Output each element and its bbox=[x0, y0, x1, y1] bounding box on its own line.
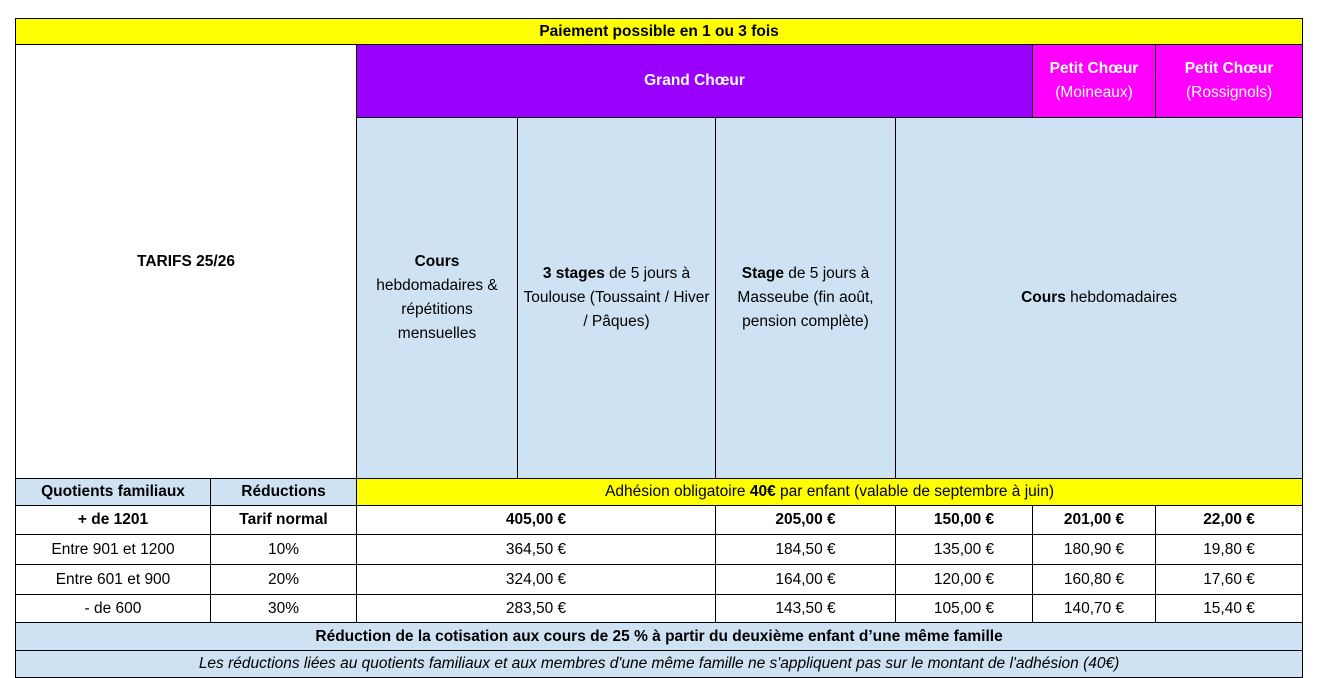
moineaux-price-cell: 105,00 € bbox=[896, 595, 1033, 623]
rossignols-price-cell: 140,70 € bbox=[1033, 595, 1156, 623]
stage-petit-price-cell: 15,40 € bbox=[1156, 595, 1303, 623]
petit-choeur-rossignols-sub: (Rossignols) bbox=[1185, 84, 1273, 101]
cours-hebdomadaires-header bbox=[896, 118, 1303, 479]
stage-petit-price-cell: 22,00 € bbox=[1156, 506, 1303, 535]
stage-petit-price-cell: 17,60 € bbox=[1156, 565, 1303, 595]
grand-choeur-header: Grand Chœur bbox=[357, 45, 1033, 118]
petit-choeur-rossignols-header bbox=[1156, 45, 1303, 118]
trois-stages-header bbox=[518, 118, 716, 479]
stage-price-cell: 164,00 € bbox=[716, 565, 896, 595]
quotient-cell: Entre 901 et 1200 bbox=[16, 535, 211, 565]
petit-choeur-moineaux-sub: (Moineaux) bbox=[1055, 84, 1133, 101]
table-row bbox=[16, 506, 1303, 535]
tarifs-sheet bbox=[15, 18, 1303, 678]
rossignols-price-cell: 201,00 € bbox=[1033, 506, 1156, 535]
reduction-cell: 20% bbox=[211, 565, 357, 595]
payment-banner: Paiement possible en 1 ou 3 fois bbox=[16, 19, 1303, 45]
cours-price-cell: 364,50 € bbox=[357, 535, 716, 565]
cours-price-cell: 283,50 € bbox=[357, 595, 716, 623]
table-row bbox=[16, 565, 1303, 595]
reductions-column-header: Réductions bbox=[211, 479, 357, 506]
quotient-cell: - de 600 bbox=[16, 595, 211, 623]
stage-petit-price-cell: 19,80 € bbox=[1156, 535, 1303, 565]
tarifs-label: TARIFS 25/26 bbox=[16, 45, 357, 479]
moineaux-price-cell: 150,00 € bbox=[896, 506, 1033, 535]
petit-choeur-moineaux-header bbox=[1033, 45, 1156, 118]
cours-bold: Cours bbox=[414, 253, 460, 270]
trois-stages-rest: de 5 jours à Toulouse (Toussaint / Hiver / Pâques) bbox=[523, 265, 710, 330]
quotient-cell: + de 1201 bbox=[16, 506, 211, 535]
quotients-column-header: Quotients familiaux bbox=[16, 479, 211, 506]
reduction-cell: 10% bbox=[211, 535, 357, 565]
reduction-cell: 30% bbox=[211, 595, 357, 623]
cours-hebdo-repetitions-header bbox=[357, 118, 518, 479]
adhesion-exclusion-note: Les réductions liées au quotients familiaux et aux membres d'une même famille ne s'appliquent pas sur le montant de l'adhésion (40€) bbox=[16, 651, 1303, 678]
adhesion-before: Adhésion obligatoire bbox=[605, 483, 750, 500]
cours-hebdo-bold: Cours bbox=[1021, 289, 1066, 306]
trois-stages-bold: 3 stages bbox=[542, 265, 605, 282]
moineaux-price-cell: 135,00 € bbox=[896, 535, 1033, 565]
cours-price-cell: 324,00 € bbox=[357, 565, 716, 595]
stage-masseube-rest: de 5 jours à Masseube (fin août, pension complète) bbox=[737, 265, 874, 330]
petit-choeur-moineaux-title: Petit Chœur bbox=[1049, 60, 1139, 77]
adhesion-amount: 40€ bbox=[749, 483, 776, 500]
stage-price-cell: 205,00 € bbox=[716, 506, 896, 535]
adhesion-banner bbox=[357, 479, 1303, 506]
reduction-cell: Tarif normal bbox=[211, 506, 357, 535]
petit-choeur-rossignols-title: Petit Chœur bbox=[1184, 60, 1274, 77]
quotient-cell: Entre 601 et 900 bbox=[16, 565, 211, 595]
stage-price-cell: 143,50 € bbox=[716, 595, 896, 623]
stage-masseube-bold: Stage bbox=[741, 265, 784, 282]
rossignols-price-cell: 160,80 € bbox=[1033, 565, 1156, 595]
sibling-reduction-note: Réduction de la cotisation aux cours de 25 % à partir du deuxième enfant d’une même famille bbox=[16, 623, 1303, 651]
tarifs-table bbox=[15, 18, 1303, 678]
stage-masseube-header bbox=[716, 118, 896, 479]
cours-price-cell: 405,00 € bbox=[357, 506, 716, 535]
cours-rest: hebdomadaires & répétitions mensuelles bbox=[376, 277, 498, 342]
table-row bbox=[16, 595, 1303, 623]
rossignols-price-cell: 180,90 € bbox=[1033, 535, 1156, 565]
moineaux-price-cell: 120,00 € bbox=[896, 565, 1033, 595]
stage-price-cell: 184,50 € bbox=[716, 535, 896, 565]
adhesion-after: par enfant (valable de septembre à juin) bbox=[775, 483, 1055, 500]
table-row bbox=[16, 535, 1303, 565]
cours-hebdo-rest: hebdomadaires bbox=[1065, 289, 1178, 306]
